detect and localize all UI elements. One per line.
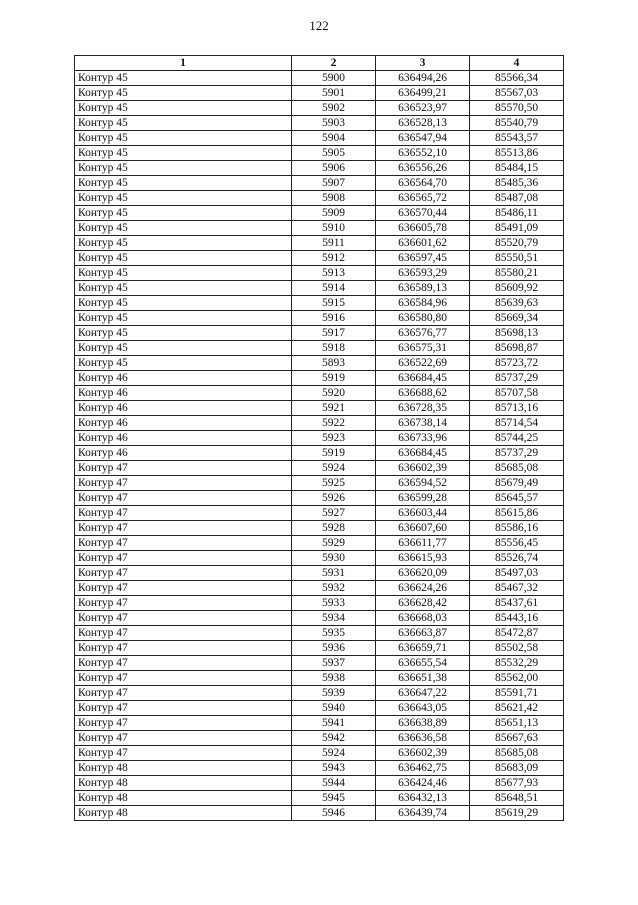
y-coordinate-cell: 85513,86 — [470, 146, 564, 161]
table-row — [75, 116, 564, 131]
contour-name-cell: Контур 47 — [75, 491, 292, 506]
contour-name-cell: Контур 47 — [75, 581, 292, 596]
x-coordinate-cell: 636522,69 — [376, 356, 470, 371]
table-row — [75, 386, 564, 401]
point-number-cell: 5893 — [292, 356, 376, 371]
x-coordinate-cell: 636499,21 — [376, 86, 470, 101]
y-coordinate-cell: 85591,71 — [470, 686, 564, 701]
y-coordinate-cell: 85685,08 — [470, 461, 564, 476]
x-coordinate-cell: 636659,71 — [376, 641, 470, 656]
table-row — [75, 746, 564, 761]
y-coordinate-cell: 85543,57 — [470, 131, 564, 146]
y-coordinate-cell: 85580,21 — [470, 266, 564, 281]
x-coordinate-cell: 636594,52 — [376, 476, 470, 491]
y-coordinate-cell: 85669,34 — [470, 311, 564, 326]
contour-name-cell: Контур 45 — [75, 311, 292, 326]
table-row — [75, 731, 564, 746]
y-coordinate-cell: 85677,93 — [470, 776, 564, 791]
contour-name-cell: Контур 47 — [75, 686, 292, 701]
y-coordinate-cell: 85540,79 — [470, 116, 564, 131]
point-number-cell: 5922 — [292, 416, 376, 431]
x-coordinate-cell: 636607,60 — [376, 521, 470, 536]
table-row — [75, 671, 564, 686]
x-coordinate-cell: 636643,05 — [376, 701, 470, 716]
contour-name-cell: Контур 45 — [75, 176, 292, 191]
point-number-cell: 5944 — [292, 776, 376, 791]
contour-name-cell: Контур 47 — [75, 566, 292, 581]
table-row — [75, 281, 564, 296]
point-number-cell: 5927 — [292, 506, 376, 521]
table-row — [75, 416, 564, 431]
y-coordinate-cell: 85443,16 — [470, 611, 564, 626]
x-coordinate-cell: 636580,80 — [376, 311, 470, 326]
point-number-cell: 5929 — [292, 536, 376, 551]
contour-name-cell: Контур 47 — [75, 656, 292, 671]
contour-name-cell: Контур 46 — [75, 386, 292, 401]
point-number-cell: 5915 — [292, 296, 376, 311]
point-number-cell: 5908 — [292, 191, 376, 206]
table-row — [75, 641, 564, 656]
table-row — [75, 71, 564, 86]
x-coordinate-cell: 636602,39 — [376, 746, 470, 761]
table-row — [75, 131, 564, 146]
table-row — [75, 716, 564, 731]
y-coordinate-cell: 85570,50 — [470, 101, 564, 116]
table-row — [75, 581, 564, 596]
contour-name-cell: Контур 46 — [75, 446, 292, 461]
x-coordinate-cell: 636576,77 — [376, 326, 470, 341]
contour-name-cell: Контур 48 — [75, 761, 292, 776]
y-coordinate-cell: 85485,36 — [470, 176, 564, 191]
y-coordinate-cell: 85707,58 — [470, 386, 564, 401]
x-coordinate-cell: 636523,97 — [376, 101, 470, 116]
point-number-cell: 5935 — [292, 626, 376, 641]
header-cell-4: 4 — [470, 56, 564, 71]
y-coordinate-cell: 85562,00 — [470, 671, 564, 686]
contour-name-cell: Контур 47 — [75, 596, 292, 611]
contour-name-cell: Контур 47 — [75, 716, 292, 731]
point-number-cell: 5906 — [292, 161, 376, 176]
x-coordinate-cell: 636684,45 — [376, 446, 470, 461]
y-coordinate-cell: 85586,16 — [470, 521, 564, 536]
x-coordinate-cell: 636668,03 — [376, 611, 470, 626]
point-number-cell: 5946 — [292, 806, 376, 821]
x-coordinate-cell: 636684,45 — [376, 371, 470, 386]
x-coordinate-cell: 636547,94 — [376, 131, 470, 146]
table-row — [75, 311, 564, 326]
contour-name-cell: Контур 47 — [75, 611, 292, 626]
y-coordinate-cell: 85619,29 — [470, 806, 564, 821]
table-row — [75, 476, 564, 491]
table-row — [75, 221, 564, 236]
point-number-cell: 5914 — [292, 281, 376, 296]
contour-name-cell: Контур 45 — [75, 326, 292, 341]
x-coordinate-cell: 636615,93 — [376, 551, 470, 566]
point-number-cell: 5942 — [292, 731, 376, 746]
contour-name-cell: Контур 47 — [75, 521, 292, 536]
contour-name-cell: Контур 45 — [75, 71, 292, 86]
contour-name-cell: Контур 45 — [75, 236, 292, 251]
contour-name-cell: Контур 45 — [75, 356, 292, 371]
contour-name-cell: Контур 45 — [75, 101, 292, 116]
point-number-cell: 5943 — [292, 761, 376, 776]
y-coordinate-cell: 85520,79 — [470, 236, 564, 251]
x-coordinate-cell: 636565,72 — [376, 191, 470, 206]
x-coordinate-cell: 636738,14 — [376, 416, 470, 431]
x-coordinate-cell: 636601,62 — [376, 236, 470, 251]
point-number-cell: 5931 — [292, 566, 376, 581]
y-coordinate-cell: 85566,34 — [470, 71, 564, 86]
point-number-cell: 5918 — [292, 341, 376, 356]
point-number-cell: 5916 — [292, 311, 376, 326]
contour-name-cell: Контур 48 — [75, 776, 292, 791]
y-coordinate-cell: 85497,03 — [470, 566, 564, 581]
point-number-cell: 5910 — [292, 221, 376, 236]
y-coordinate-cell: 85685,08 — [470, 746, 564, 761]
point-number-cell: 5945 — [292, 791, 376, 806]
y-coordinate-cell: 85683,09 — [470, 761, 564, 776]
table-row — [75, 626, 564, 641]
y-coordinate-cell: 85472,87 — [470, 626, 564, 641]
coordinates-table — [74, 55, 564, 821]
point-number-cell: 5911 — [292, 236, 376, 251]
contour-name-cell: Контур 46 — [75, 431, 292, 446]
table-row — [75, 206, 564, 221]
point-number-cell: 5903 — [292, 116, 376, 131]
contour-name-cell: Контур 45 — [75, 266, 292, 281]
point-number-cell: 5938 — [292, 671, 376, 686]
table-row — [75, 506, 564, 521]
point-number-cell: 5905 — [292, 146, 376, 161]
y-coordinate-cell: 85526,74 — [470, 551, 564, 566]
table-row — [75, 761, 564, 776]
y-coordinate-cell: 85550,51 — [470, 251, 564, 266]
table-row — [75, 536, 564, 551]
x-coordinate-cell: 636597,45 — [376, 251, 470, 266]
y-coordinate-cell: 85621,42 — [470, 701, 564, 716]
point-number-cell: 5902 — [292, 101, 376, 116]
point-number-cell: 5912 — [292, 251, 376, 266]
contour-name-cell: Контур 46 — [75, 371, 292, 386]
x-coordinate-cell: 636636,58 — [376, 731, 470, 746]
y-coordinate-cell: 85532,29 — [470, 656, 564, 671]
x-coordinate-cell: 636439,74 — [376, 806, 470, 821]
y-coordinate-cell: 85713,16 — [470, 401, 564, 416]
header-cell-1: 1 — [75, 56, 292, 71]
y-coordinate-cell: 85698,13 — [470, 326, 564, 341]
contour-name-cell: Контур 46 — [75, 416, 292, 431]
y-coordinate-cell: 85679,49 — [470, 476, 564, 491]
point-number-cell: 5920 — [292, 386, 376, 401]
table-row — [75, 296, 564, 311]
y-coordinate-cell: 85615,86 — [470, 506, 564, 521]
point-number-cell: 5936 — [292, 641, 376, 656]
table-row — [75, 251, 564, 266]
table-row — [75, 701, 564, 716]
x-coordinate-cell: 636620,09 — [376, 566, 470, 581]
contour-name-cell: Контур 45 — [75, 341, 292, 356]
table-row — [75, 191, 564, 206]
point-number-cell: 5926 — [292, 491, 376, 506]
x-coordinate-cell: 636602,39 — [376, 461, 470, 476]
point-number-cell: 5930 — [292, 551, 376, 566]
point-number-cell: 5933 — [292, 596, 376, 611]
table-row — [75, 491, 564, 506]
table-row — [75, 521, 564, 536]
table-row — [75, 236, 564, 251]
contour-name-cell: Контур 45 — [75, 221, 292, 236]
x-coordinate-cell: 636575,31 — [376, 341, 470, 356]
contour-name-cell: Контур 47 — [75, 671, 292, 686]
y-coordinate-cell: 85487,08 — [470, 191, 564, 206]
y-coordinate-cell: 85484,15 — [470, 161, 564, 176]
contour-name-cell: Контур 47 — [75, 641, 292, 656]
point-number-cell: 5919 — [292, 446, 376, 461]
y-coordinate-cell: 85491,09 — [470, 221, 564, 236]
contour-name-cell: Контур 47 — [75, 746, 292, 761]
point-number-cell: 5909 — [292, 206, 376, 221]
y-coordinate-cell: 85467,32 — [470, 581, 564, 596]
contour-name-cell: Контур 47 — [75, 701, 292, 716]
table-row — [75, 566, 564, 581]
table-row — [75, 341, 564, 356]
table-body — [75, 71, 564, 821]
point-number-cell: 5940 — [292, 701, 376, 716]
x-coordinate-cell: 636462,75 — [376, 761, 470, 776]
table-row — [75, 686, 564, 701]
contour-name-cell: Контур 45 — [75, 191, 292, 206]
table-row — [75, 371, 564, 386]
y-coordinate-cell: 85714,54 — [470, 416, 564, 431]
table-row — [75, 266, 564, 281]
contour-name-cell: Контур 45 — [75, 161, 292, 176]
x-coordinate-cell: 636570,44 — [376, 206, 470, 221]
x-coordinate-cell: 636593,29 — [376, 266, 470, 281]
contour-name-cell: Контур 47 — [75, 461, 292, 476]
point-number-cell: 5907 — [292, 176, 376, 191]
table-row — [75, 326, 564, 341]
table-row — [75, 596, 564, 611]
table-row — [75, 431, 564, 446]
table-row — [75, 791, 564, 806]
table-row — [75, 86, 564, 101]
contour-name-cell: Контур 45 — [75, 206, 292, 221]
point-number-cell: 5913 — [292, 266, 376, 281]
point-number-cell: 5937 — [292, 656, 376, 671]
y-coordinate-cell: 85737,29 — [470, 371, 564, 386]
y-coordinate-cell: 85667,63 — [470, 731, 564, 746]
contour-name-cell: Контур 45 — [75, 146, 292, 161]
y-coordinate-cell: 85651,13 — [470, 716, 564, 731]
x-coordinate-cell: 636688,62 — [376, 386, 470, 401]
x-coordinate-cell: 636624,26 — [376, 581, 470, 596]
point-number-cell: 5939 — [292, 686, 376, 701]
x-coordinate-cell: 636528,13 — [376, 116, 470, 131]
y-coordinate-cell: 85645,57 — [470, 491, 564, 506]
contour-name-cell: Контур 45 — [75, 251, 292, 266]
contour-name-cell: Контур 47 — [75, 476, 292, 491]
table-row — [75, 461, 564, 476]
x-coordinate-cell: 636494,26 — [376, 71, 470, 86]
x-coordinate-cell: 636556,26 — [376, 161, 470, 176]
y-coordinate-cell: 85639,63 — [470, 296, 564, 311]
point-number-cell: 5919 — [292, 371, 376, 386]
contour-name-cell: Контур 47 — [75, 731, 292, 746]
y-coordinate-cell: 85723,72 — [470, 356, 564, 371]
header-cell-2: 2 — [292, 56, 376, 71]
point-number-cell: 5924 — [292, 746, 376, 761]
page-number: 122 — [309, 18, 329, 33]
x-coordinate-cell: 636584,96 — [376, 296, 470, 311]
x-coordinate-cell: 636628,42 — [376, 596, 470, 611]
table-row — [75, 806, 564, 821]
contour-name-cell: Контур 47 — [75, 536, 292, 551]
contour-name-cell: Контур 45 — [75, 131, 292, 146]
contour-name-cell: Контур 45 — [75, 116, 292, 131]
x-coordinate-cell: 636605,78 — [376, 221, 470, 236]
point-number-cell: 5901 — [292, 86, 376, 101]
table-header — [75, 56, 564, 71]
point-number-cell: 5904 — [292, 131, 376, 146]
table-row — [75, 161, 564, 176]
y-coordinate-cell: 85567,03 — [470, 86, 564, 101]
table-row — [75, 101, 564, 116]
point-number-cell: 5923 — [292, 431, 376, 446]
x-coordinate-cell: 636611,77 — [376, 536, 470, 551]
x-coordinate-cell: 636647,22 — [376, 686, 470, 701]
table-row — [75, 776, 564, 791]
contour-name-cell: Контур 45 — [75, 86, 292, 101]
x-coordinate-cell: 636603,44 — [376, 506, 470, 521]
contour-name-cell: Контур 45 — [75, 281, 292, 296]
contour-name-cell: Контур 48 — [75, 791, 292, 806]
x-coordinate-cell: 636599,28 — [376, 491, 470, 506]
contour-name-cell: Контур 47 — [75, 551, 292, 566]
x-coordinate-cell: 636564,70 — [376, 176, 470, 191]
x-coordinate-cell: 636663,87 — [376, 626, 470, 641]
point-number-cell: 5921 — [292, 401, 376, 416]
table-row — [75, 176, 564, 191]
x-coordinate-cell: 636733,96 — [376, 431, 470, 446]
contour-name-cell: Контур 47 — [75, 506, 292, 521]
x-coordinate-cell: 636651,38 — [376, 671, 470, 686]
header-row — [75, 56, 564, 71]
y-coordinate-cell: 85502,58 — [470, 641, 564, 656]
table-row — [75, 401, 564, 416]
table-row — [75, 656, 564, 671]
x-coordinate-cell: 636424,46 — [376, 776, 470, 791]
point-number-cell: 5941 — [292, 716, 376, 731]
contour-name-cell: Контур 47 — [75, 626, 292, 641]
y-coordinate-cell: 85556,45 — [470, 536, 564, 551]
x-coordinate-cell: 636552,10 — [376, 146, 470, 161]
point-number-cell: 5932 — [292, 581, 376, 596]
y-coordinate-cell: 85437,61 — [470, 596, 564, 611]
x-coordinate-cell: 636432,13 — [376, 791, 470, 806]
y-coordinate-cell: 85737,29 — [470, 446, 564, 461]
contour-name-cell: Контур 48 — [75, 806, 292, 821]
y-coordinate-cell: 85744,25 — [470, 431, 564, 446]
contour-name-cell: Контур 45 — [75, 296, 292, 311]
x-coordinate-cell: 636589,13 — [376, 281, 470, 296]
x-coordinate-cell: 636655,54 — [376, 656, 470, 671]
table-row — [75, 146, 564, 161]
y-coordinate-cell: 85486,11 — [470, 206, 564, 221]
point-number-cell: 5924 — [292, 461, 376, 476]
x-coordinate-cell: 636728,35 — [376, 401, 470, 416]
point-number-cell: 5928 — [292, 521, 376, 536]
point-number-cell: 5917 — [292, 326, 376, 341]
table-row — [75, 446, 564, 461]
y-coordinate-cell: 85648,51 — [470, 791, 564, 806]
point-number-cell: 5925 — [292, 476, 376, 491]
point-number-cell: 5934 — [292, 611, 376, 626]
x-coordinate-cell: 636638,89 — [376, 716, 470, 731]
y-coordinate-cell: 85698,87 — [470, 341, 564, 356]
point-number-cell: 5900 — [292, 71, 376, 86]
contour-name-cell: Контур 46 — [75, 401, 292, 416]
y-coordinate-cell: 85609,92 — [470, 281, 564, 296]
table-row — [75, 356, 564, 371]
table-row — [75, 551, 564, 566]
table-row — [75, 611, 564, 626]
header-cell-3: 3 — [376, 56, 470, 71]
